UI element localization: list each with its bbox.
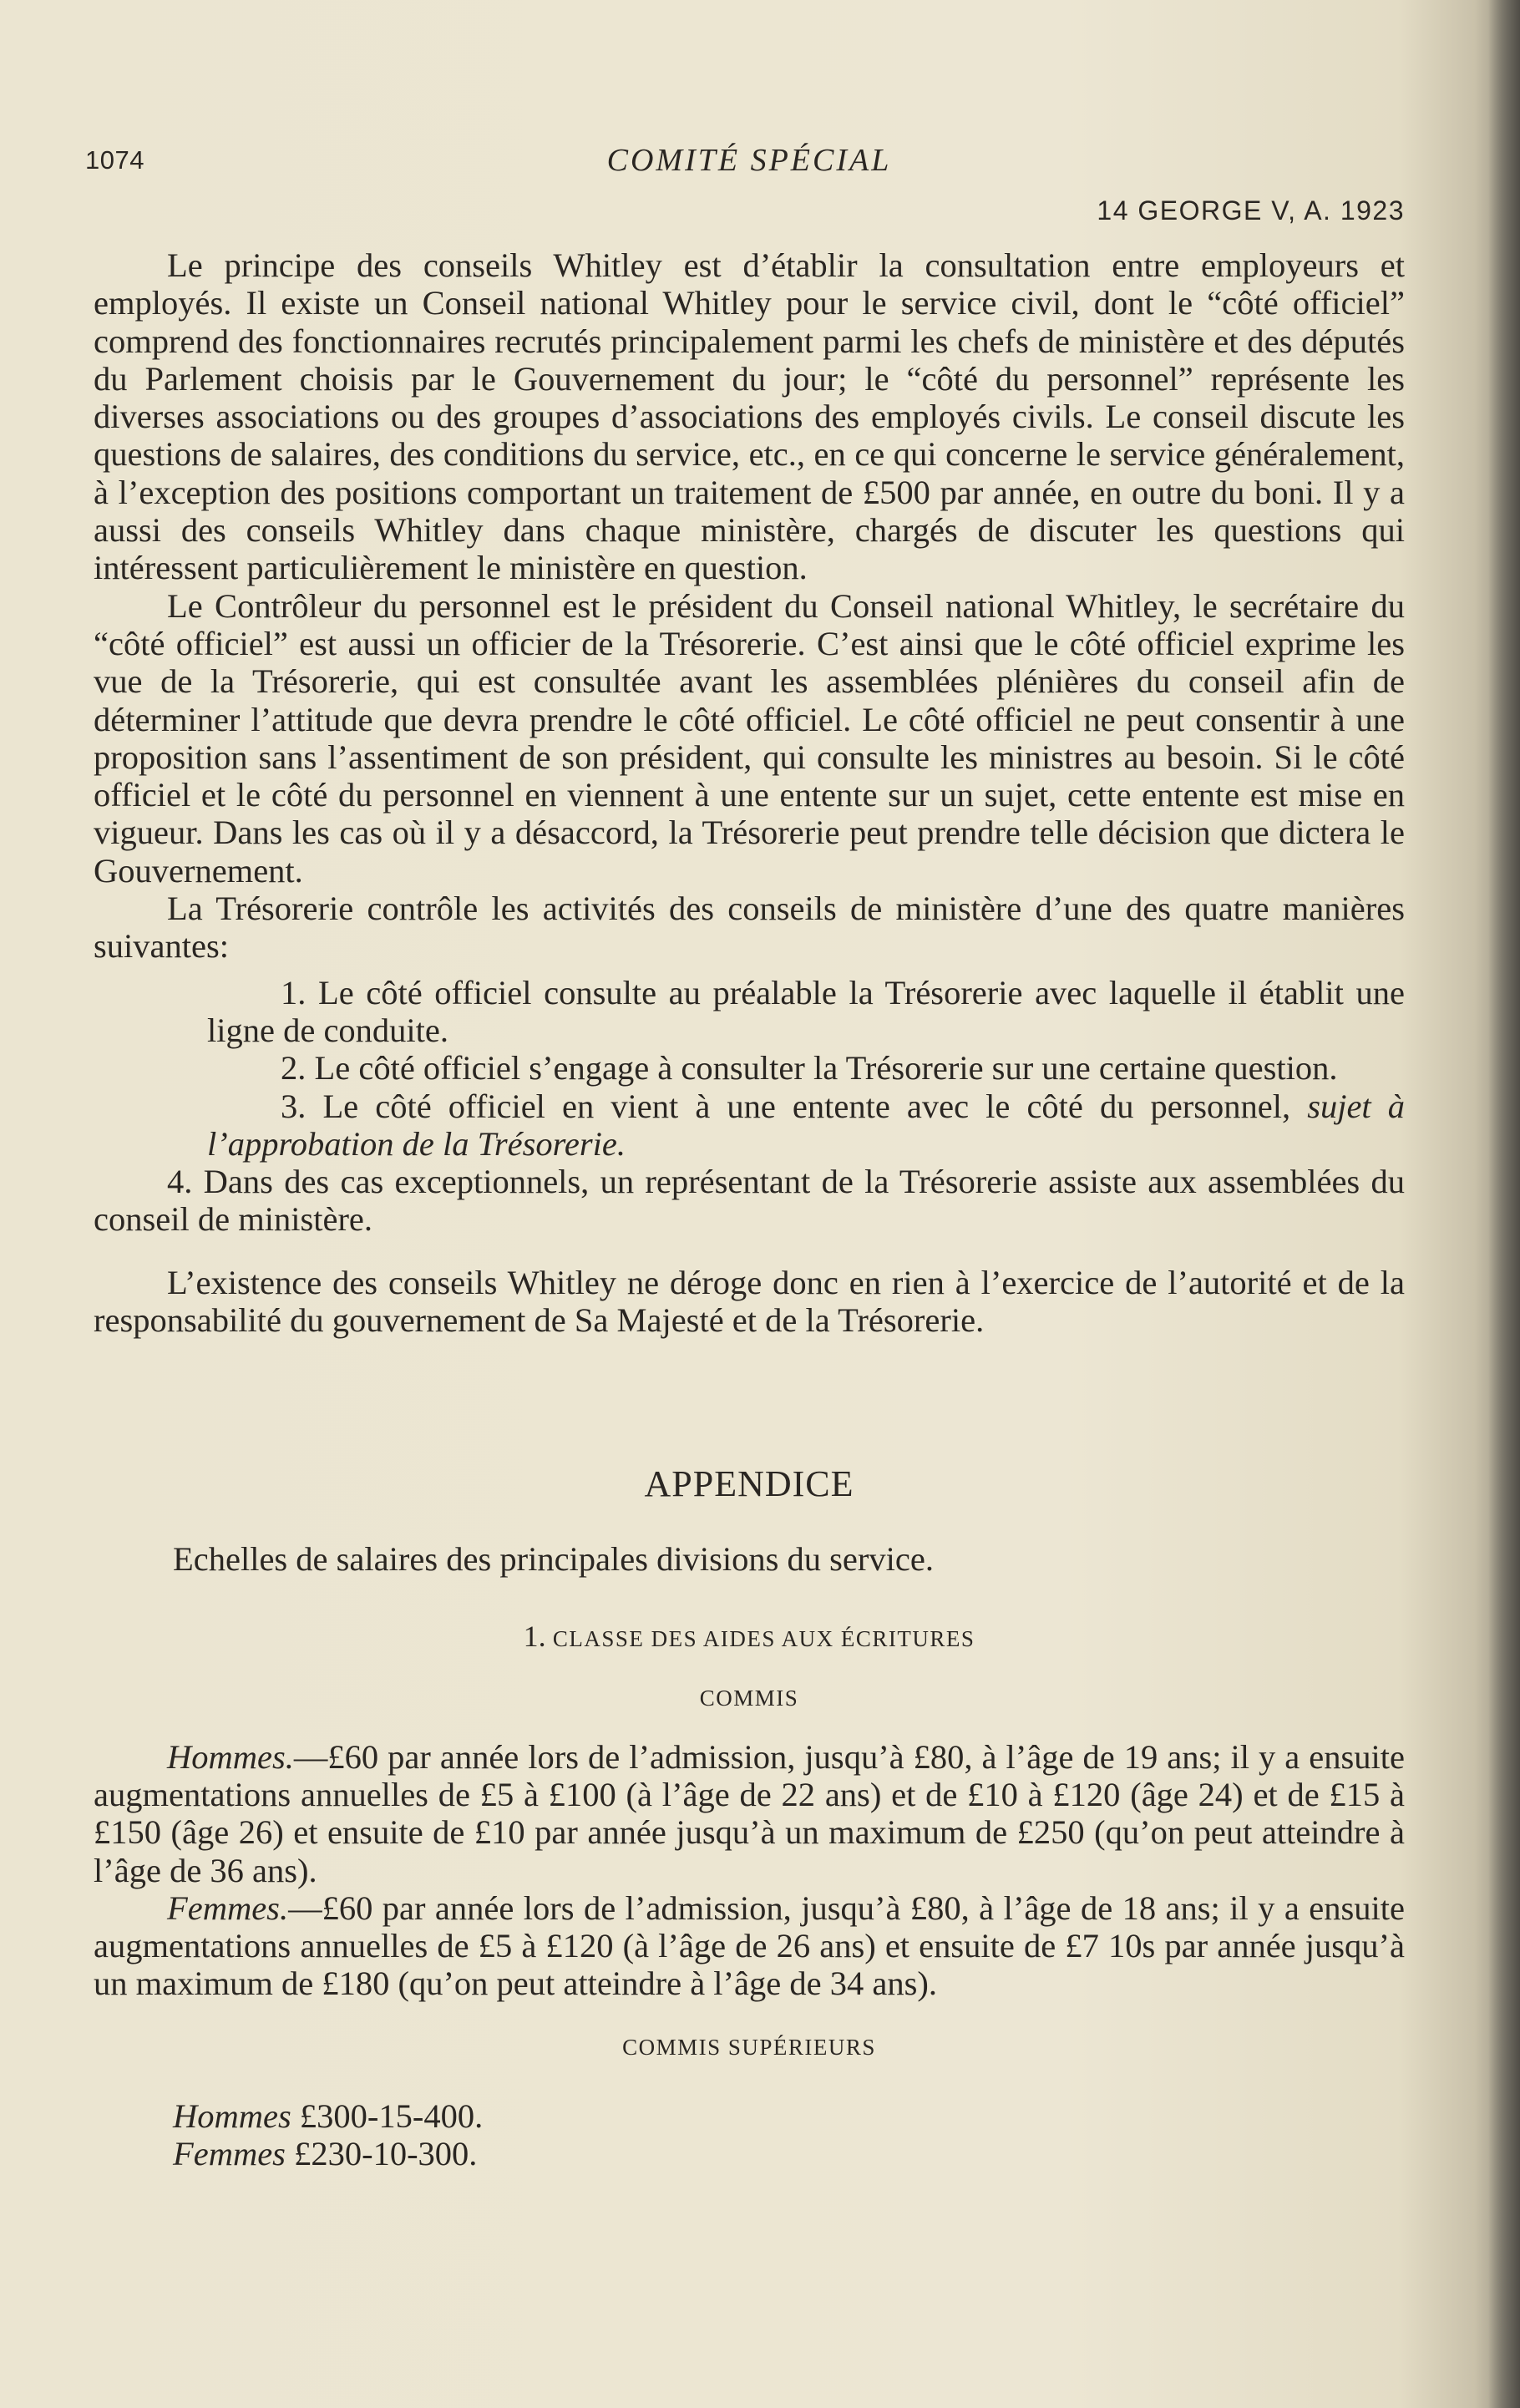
running-title: COMITÉ SPÉCIAL bbox=[606, 143, 892, 178]
hommes-label: Hommes. bbox=[167, 1737, 294, 1776]
rate-femmes-label: Femmes bbox=[173, 2134, 286, 2172]
list-item-3-italic: sujet à l’approbation de la Trésorerie. bbox=[207, 1087, 1405, 1163]
paragraph-whitley-principle: Le principe des conseils Whitley est d’établir la consultation entre employeurs et employés. Il existe un Conseil national Whitley pour le service civil, dont le “côté officiel” comprend des fonctionnaires recrutés principalement parmi les chefs de ministère et des députés du Parlement choisis par le Gouvernement du jour; le “côté du personnel” représente les diverses associations ou des groupes d’associations des employés civils. Le conseil discute les questions de salaires, des conditions du service, etc., en ce qui concerne le service généralement, à l’exception des positions comportant un traitement de £500 par année, en outre du boni. Il y a aussi des conseils Whitley dans chaque ministère, chargés de discuter les questions qui intéressent particulièrement le ministère en question. bbox=[94, 246, 1405, 587]
list-item-3 bbox=[94, 1087, 1405, 1163]
paragraph-conclusion: L’existence des conseils Whitley ne déroge donc en rien à l’exercice de l’autorité et de la responsabilité du gouvernement de Sa Majesté et de la Trésorerie. bbox=[94, 1263, 1405, 1340]
running-header bbox=[85, 134, 1405, 226]
paragraph-tresorerie-controle: La Trésorerie contrôle les activités des conseils de ministère d’une des quatre manières suivantes: bbox=[94, 890, 1405, 966]
hommes-text: —£60 par année lors de l’admission, jusqu’à £80, à l’âge de 19 ans; il y a ensuite augmentations annuelles de £5 à £100 (à l’âge de 22 ans) et de £10 à £120 (âge 24) et de £15 à £150 (âge 26) et ensuite de £10 par année jusqu’à un maximum de £250 (qu’on peut atteindre à l’âge de 36 ans). bbox=[94, 1737, 1405, 1889]
paragraph-hommes bbox=[94, 1738, 1405, 1889]
rate-hommes bbox=[94, 2097, 1405, 2135]
paragraph-controleur: Le Contrôleur du personnel est le président du Conseil national Whitley, le secrétaire du “côté officiel” est aussi un officier de la Trésorerie. C’est ainsi que le côté officiel exprime les vue de la Trésorerie, qui est consultée avant les assemblées plénières du conseil afin de déterminer l’attitude que devra prendre le côté officiel. Le côté officiel ne peut consentir à une proposition sans l’assentiment de son président, qui consulte les ministres au besoin. Si le côté officiel et le côté du personnel en viennent à une entente sur un sujet, cette entente est mise en vigueur. Dans les cas où il y a désaccord, la Trésorerie peut prendre telle décision que dictera le Gouvernement. bbox=[94, 586, 1405, 890]
page-edge-shadow bbox=[1488, 0, 1520, 2408]
section-number: 1. bbox=[523, 1619, 546, 1653]
section-heading-commis-superieurs: COMMIS SUPÉRIEURS bbox=[622, 2034, 876, 2060]
list-item-4: 4. Dans des cas exceptionnels, un représentant de la Trésorerie assiste aux assemblées du conseil de ministère. bbox=[94, 1163, 1405, 1239]
appendix-subtitle: Echelles de salaires des principales divisions du service. bbox=[173, 1540, 934, 1579]
session-label: 14 GEORGE V, A. 1923 bbox=[1097, 195, 1405, 226]
rate-femmes bbox=[94, 2135, 1405, 2172]
numbered-list bbox=[94, 974, 1405, 1239]
paragraph-femmes bbox=[94, 1889, 1405, 2003]
femmes-text: —£60 par année lors de l’admission, jusqu’à £80, à l’âge de 18 ans; il y a ensuite augmentations annuelles de £5 à £120 (à l’âge de 26 ans) et ensuite de £7 10s par année jusqu’à un maximum de £180 (qu’on peut atteindre à l’âge de 34 ans). bbox=[94, 1888, 1405, 2003]
section-title: CLASSE DES AIDES AUX ÉCRITURES bbox=[552, 1625, 975, 1651]
body-text bbox=[94, 246, 1405, 1339]
list-item-3-text: 3. Le côté officiel en vient à une entente avec le côté du personnel, bbox=[281, 1087, 1291, 1125]
section-heading-aides bbox=[94, 1619, 1405, 1654]
commis-salary-text bbox=[94, 1738, 1405, 2003]
list-item-2: 2. Le côté officiel s’engage à consulter la Trésorerie sur une certaine question. bbox=[281, 1049, 1338, 1087]
rate-hommes-label: Hommes bbox=[173, 2096, 291, 2135]
femmes-label: Femmes. bbox=[167, 1888, 289, 1927]
page-content bbox=[85, 134, 1405, 2172]
rate-hommes-scale: £300-15-400. bbox=[299, 2096, 484, 2135]
section-heading-commis: COMMIS bbox=[699, 1685, 799, 1711]
commis-superieurs-rates bbox=[94, 2097, 1405, 2173]
page-number: 1074 bbox=[85, 145, 144, 175]
list-item-1: 1. Le côté officiel consulte au préalable la Trésorerie avec laquelle il établit une ligne de conduite. bbox=[207, 973, 1405, 1049]
rate-femmes-scale: £230-10-300. bbox=[294, 2134, 478, 2172]
appendix-title: APPENDICE bbox=[644, 1463, 854, 1505]
